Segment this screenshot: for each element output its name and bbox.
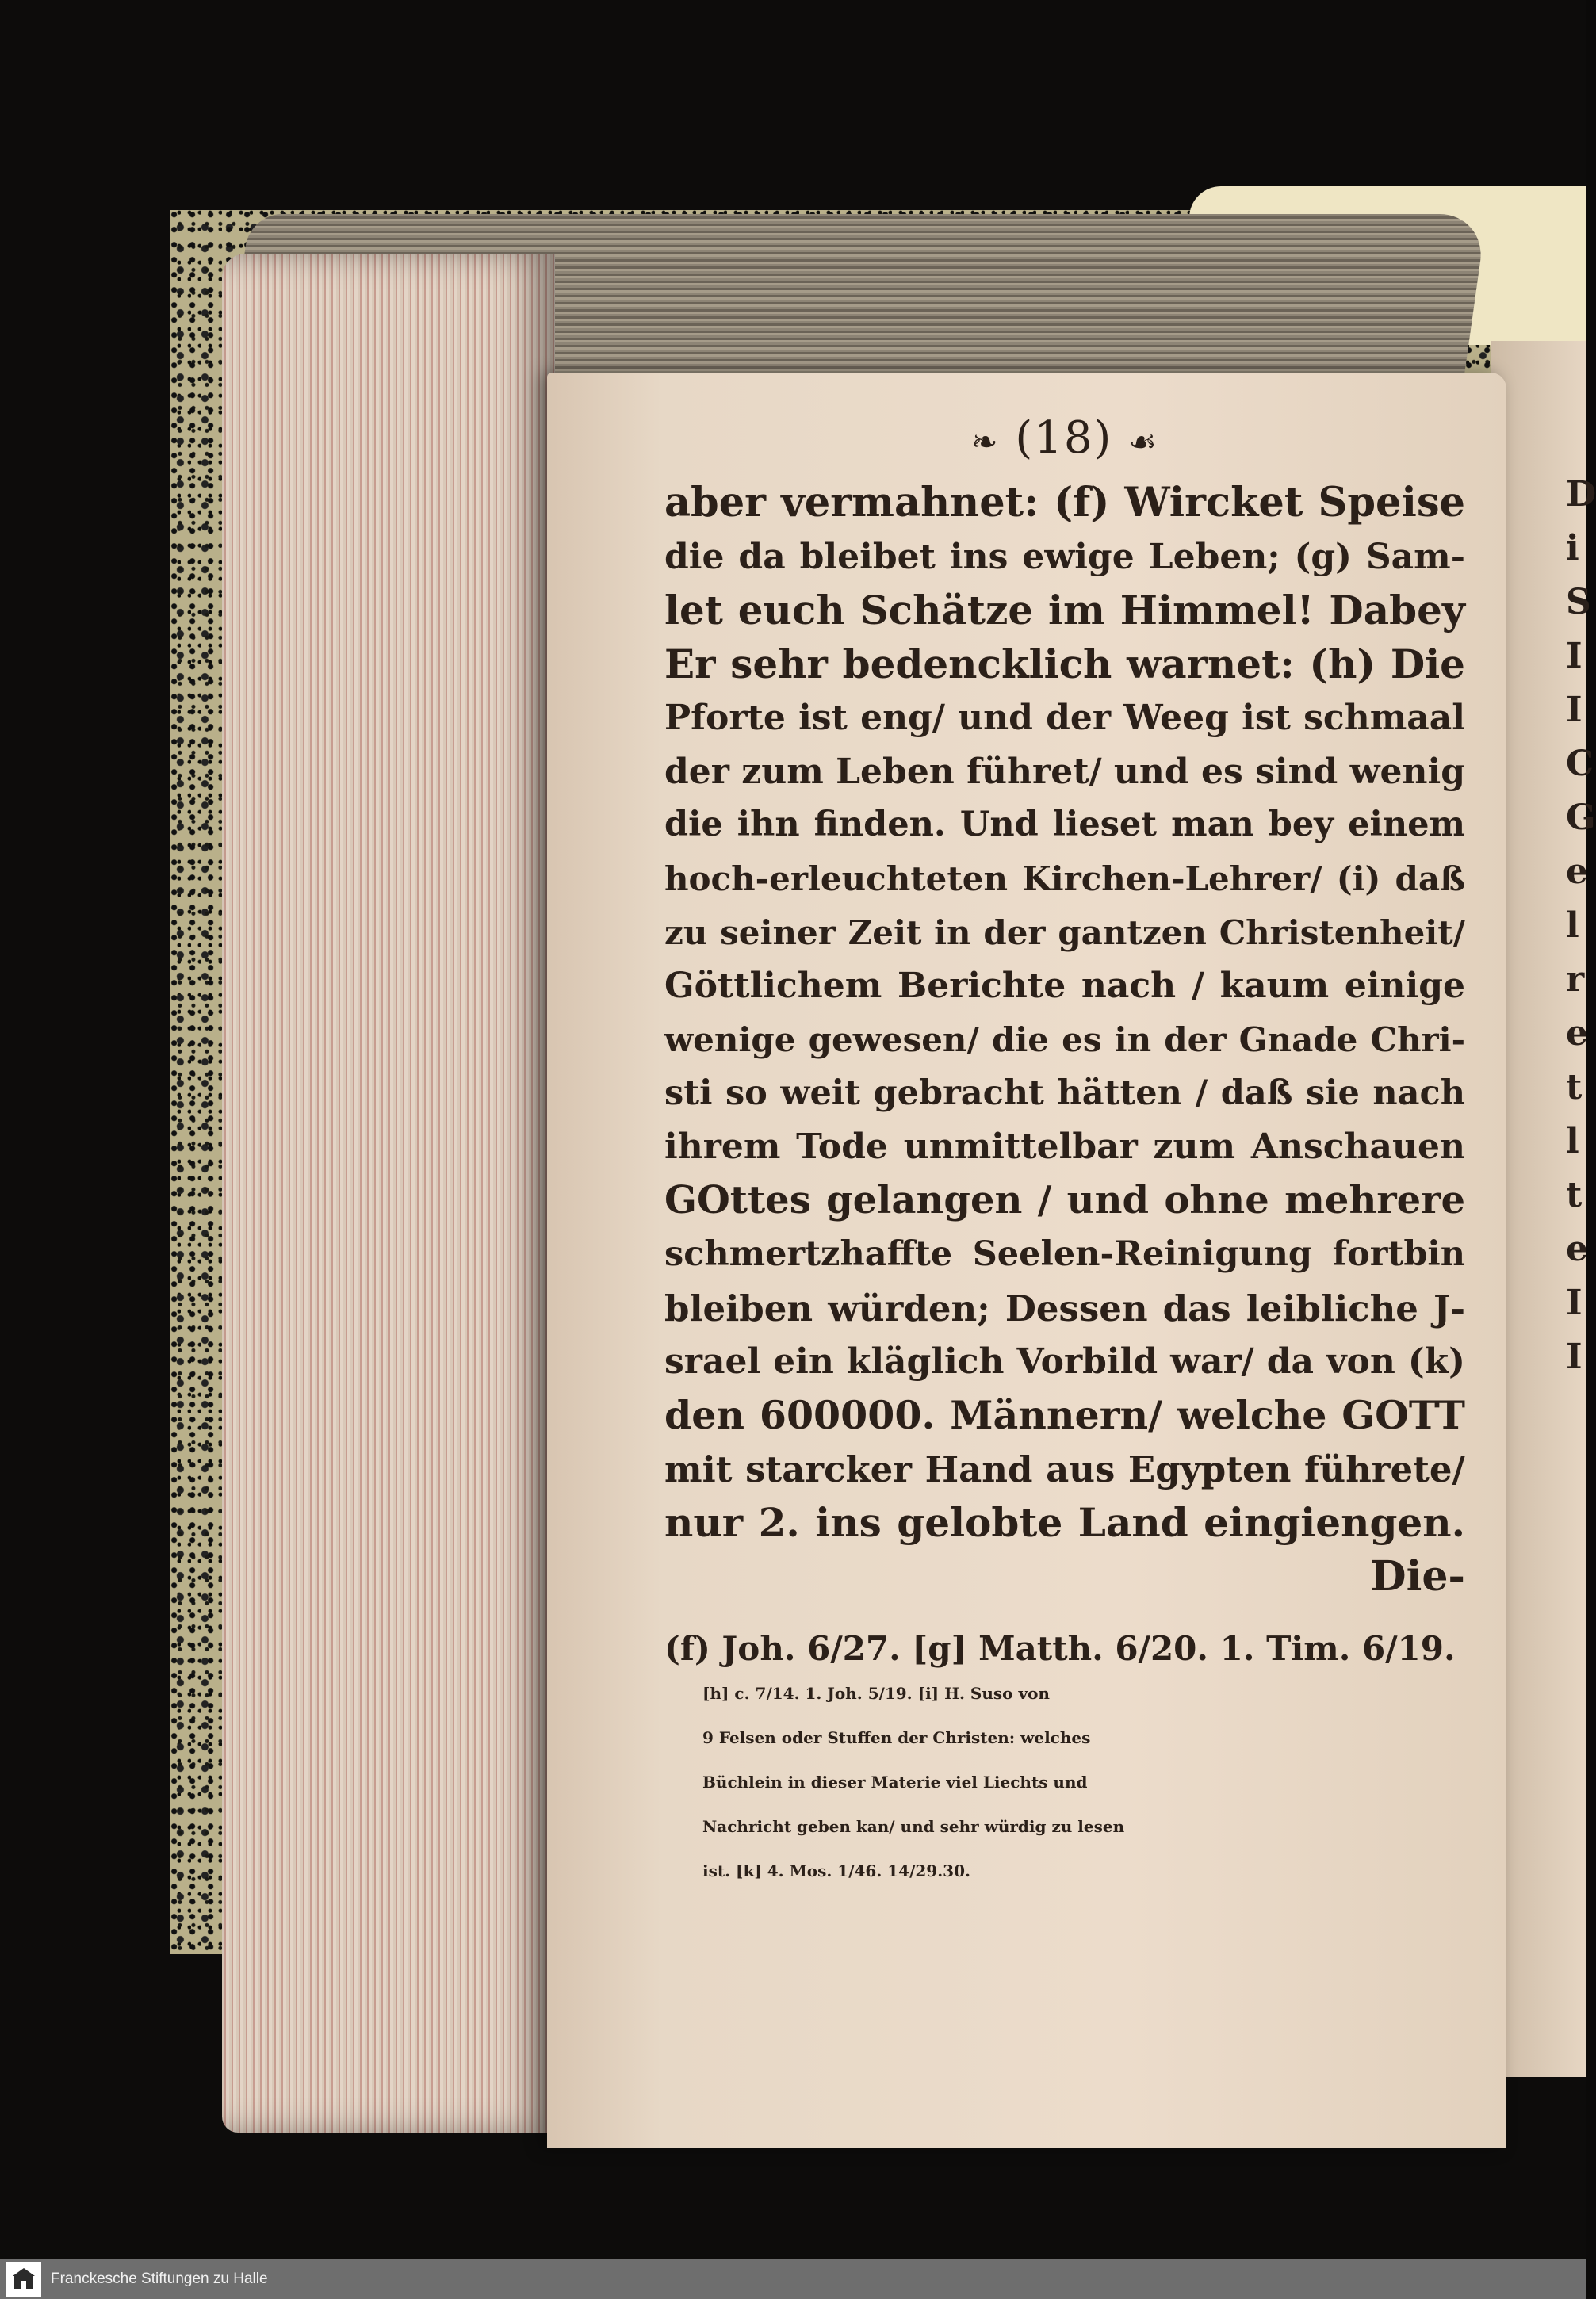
facing-page-letters: D i S I I C G e l r e t l t e I I [1566,474,1596,1377]
ornament-left-icon: ❧ [971,424,1000,461]
ornament-right-icon: ☙ [1128,424,1158,461]
footnote-line: Büchlein in dieser Materie viel Liechts und [702,1773,1088,1792]
text-line: aber vermahnet: (f) Wircket Speise [664,479,1465,526]
footnote-line: [h] c. 7/14. 1. Joh. 5/19. [i] H. Suso von [702,1684,1050,1704]
text-line: schmertzhaffte Seelen-Reinigung fortbin [664,1234,1465,1274]
footnote-line: Nachricht geben kan/ und sehr würdig zu lesen [702,1817,1125,1837]
text-line: wenige gewesen/ die es in der Gnade Chri- [664,1020,1465,1060]
text-line: sti so weit gebracht hätten / daß sie nach [664,1073,1465,1113]
body-text [664,476,1465,1550]
text-line: Pforte ist eng/ und der Weeg ist schmaal [664,697,1465,738]
text-line: GOttes gelangen / und ohne mehrere [664,1178,1465,1223]
text-line: der zum Leben führet/ und es sind wenig [664,751,1465,792]
text-line: die ihn finden. Und lieset man bey einem [664,805,1465,845]
text-line: bleiben würden; Dessen das leibliche J- [664,1287,1465,1329]
book-fore-edge [222,254,555,2133]
text-line: Göttlichem Berichte nach / kaum einige [664,966,1465,1007]
catchword: Die- [1370,1552,1465,1601]
text-line: mit starcker Hand aus Egypten führete/ [664,1448,1465,1490]
footnotes [664,1627,1465,1893]
text-line: die da bleibet ins ewige Leben; (g) Sam- [664,536,1465,577]
text-line: den 600000. Männern/ welche GOTT [664,1391,1465,1438]
footnote-line: 9 Felsen oder Stuffen der Christen: welches [702,1728,1091,1748]
footer-text: Franckesche Stiftungen zu Halle [51,2270,268,2287]
text-line: srael ein kläglich Vorbild war/ da von (k) [664,1341,1465,1383]
text-line: ihrem Tode unmittelbar zum Anschauen [664,1127,1465,1168]
page-header [664,412,1465,464]
page-text-block [664,412,1465,1893]
page-number: (18) [1015,412,1113,464]
text-line: hoch-erleuchteten Kirchen-Lehrer/ (i) daß [664,859,1465,898]
footnote-line: (f) Joh. 6/27. [g] Matth. 6/20. 1. Tim. 6/19. [664,1629,1456,1669]
text-line: let euch Schätze im Himmel! Dabey [664,587,1465,634]
text-line: Er sehr bedencklich warnet: (h) Die [664,641,1465,688]
footnote-line: ist. [k] 4. Mos. 1/46. 14/29.30. [702,1861,970,1881]
text-line: zu seiner Zeit in der gantzen Christenheit/ [664,912,1465,952]
footer-bar [0,2259,1586,2299]
institution-logo-icon [6,2262,41,2297]
text-line: nur 2. ins gelobte Land eingiengen. [664,1499,1465,1547]
